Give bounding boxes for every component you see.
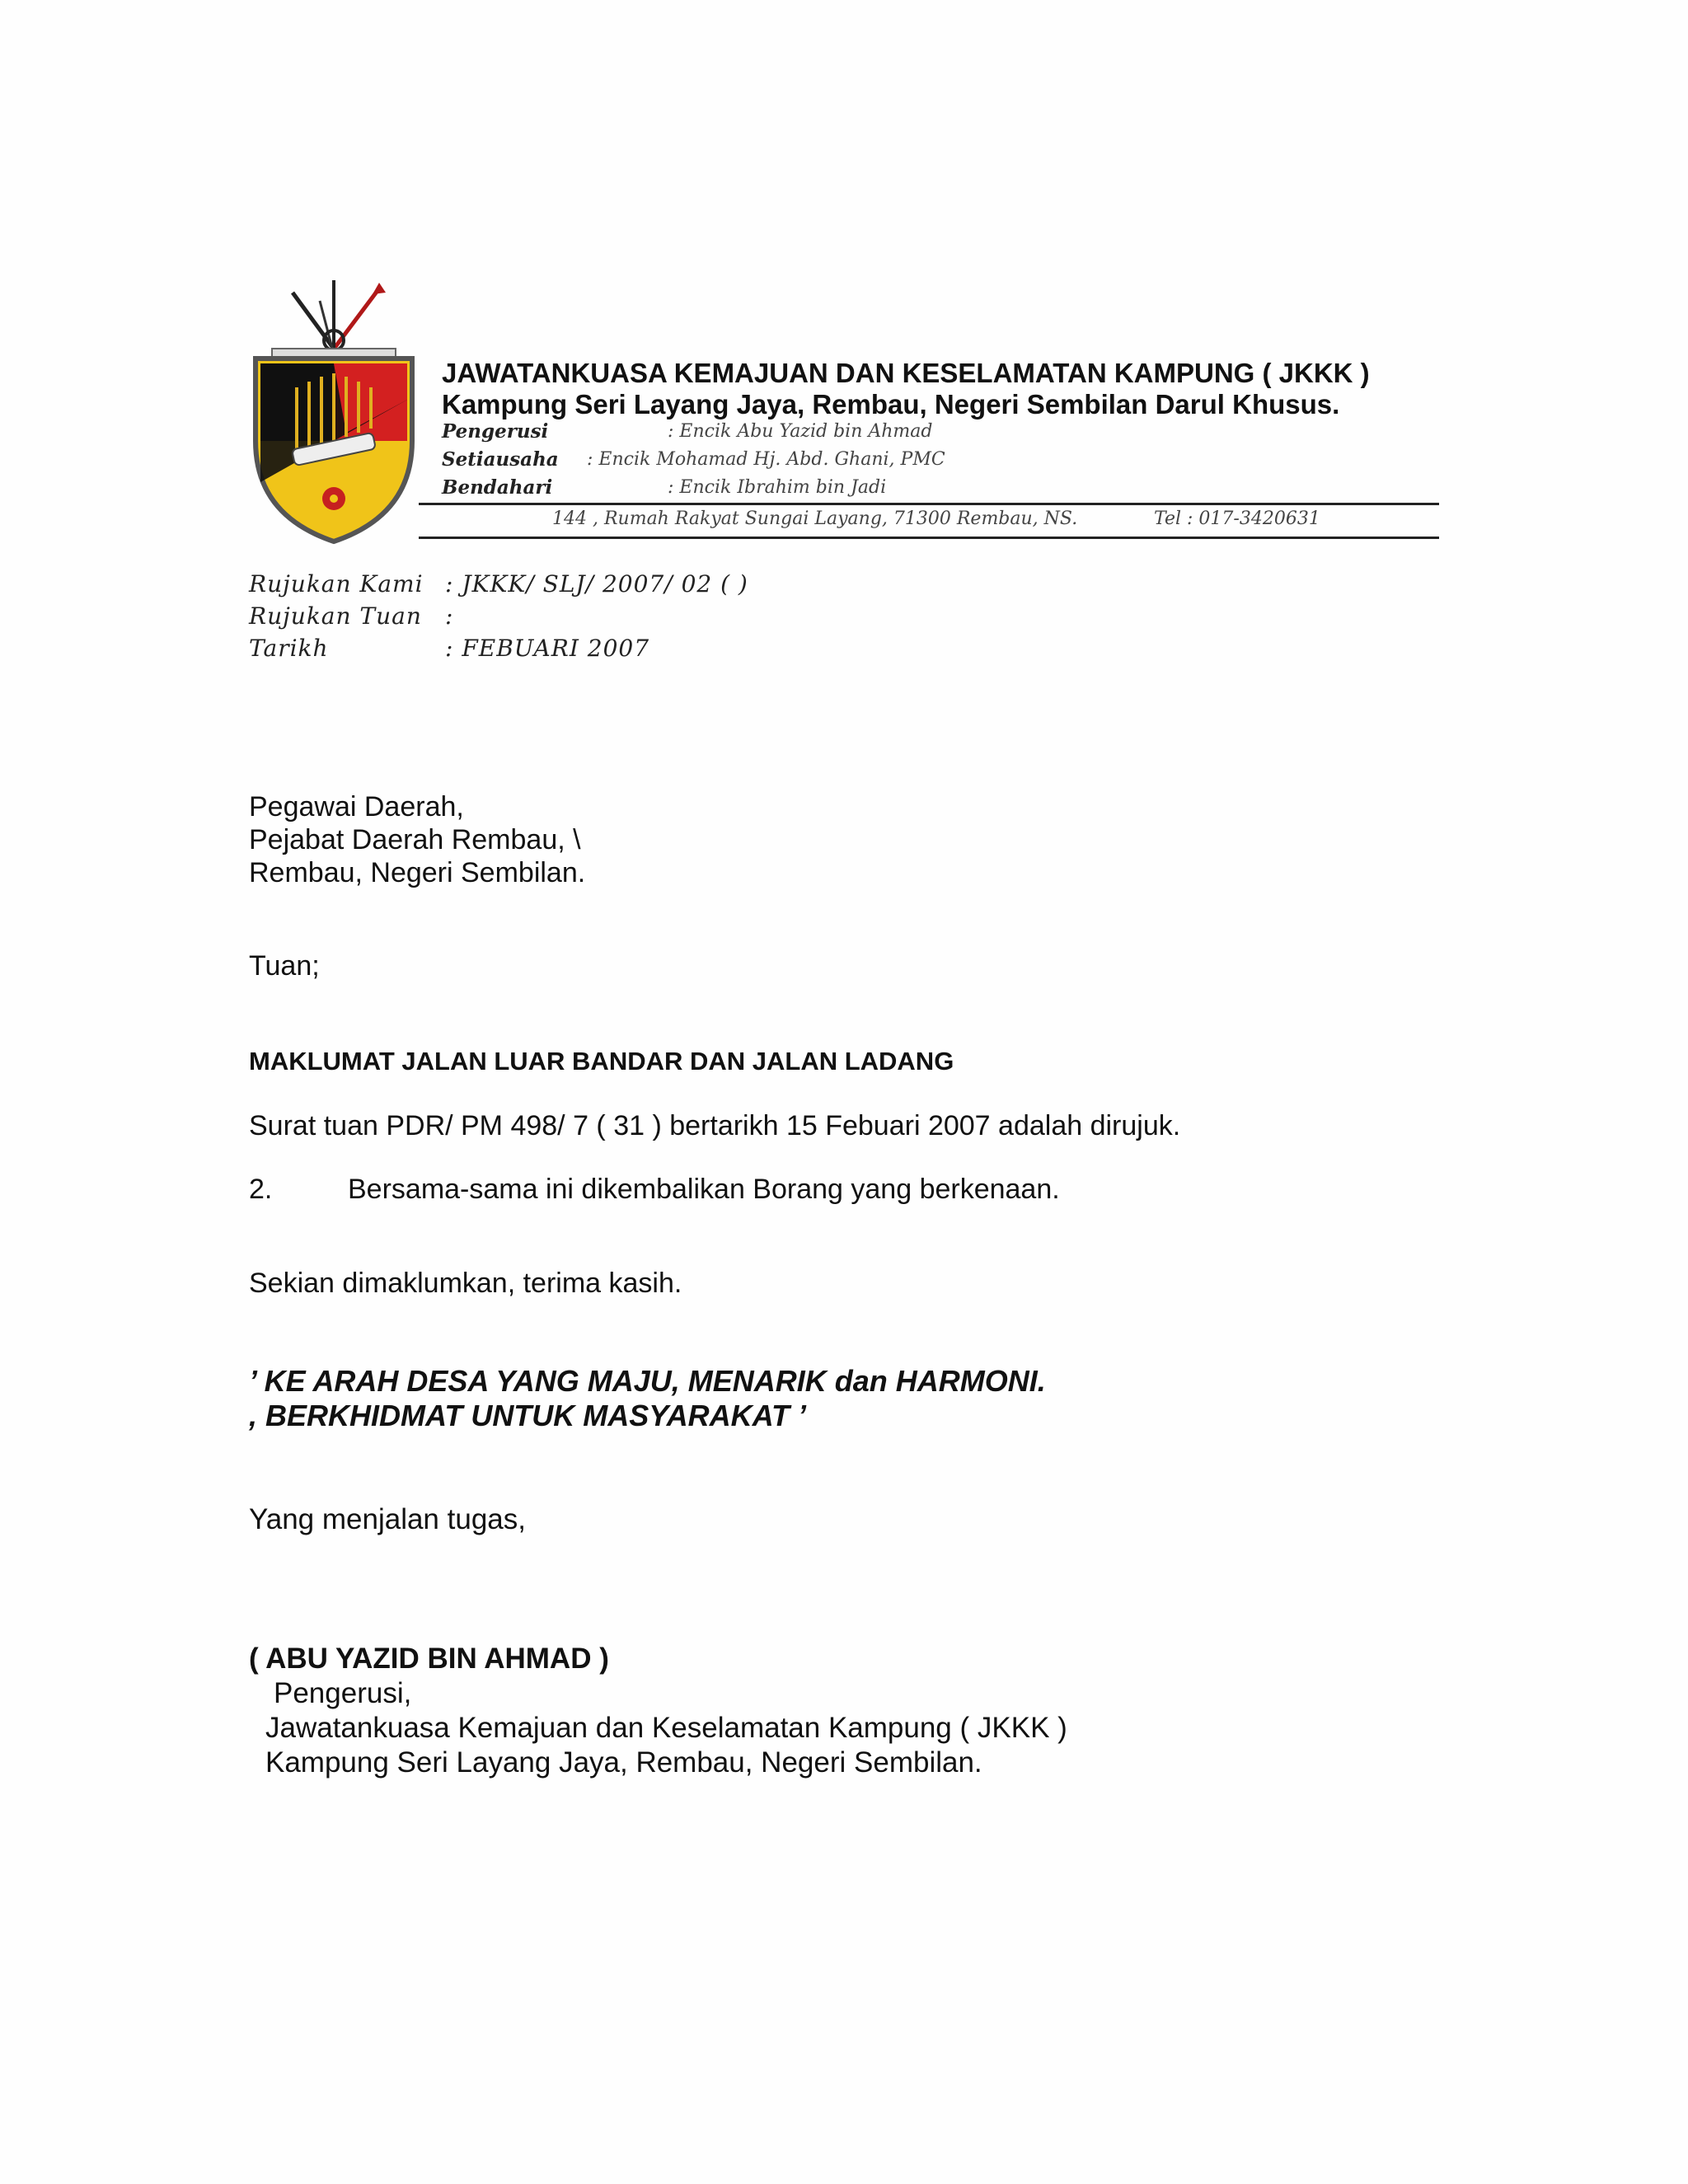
recipient-line: Pejabat Daerah Rembau, \ (249, 824, 581, 855)
letter-subject: MAKLUMAT JALAN LUAR BANDAR DAN JALAN LADANG (249, 1047, 954, 1076)
signatory-organization: Jawatankuasa Kemajuan dan Keselamatan Kampung ( JKKK ) (265, 1712, 1067, 1744)
officer-name-chairman: : Encik Abu Yazid bin Ahmad (668, 421, 933, 442)
organization-subtitle: Kampung Seri Layang Jaya, Rembau, Negeri Sembilan Darul Khusus. (442, 389, 1340, 419)
motto-line: , BERKHIDMAT UNTUK MASYARAKAT ’ (249, 1399, 806, 1432)
our-reference-label: Rujukan Kami (249, 570, 424, 598)
signatory-position: Pengerusi, (274, 1677, 412, 1709)
date-value: : FEBUARI 2007 (445, 635, 650, 662)
motto-line: ’ KE ARAH DESA YANG MAJU, MENARIK dan HARMONI. (249, 1364, 1046, 1398)
paragraph-2-text: Bersama-sama ini dikembalikan Borang yang berkenaan. (348, 1174, 1060, 1205)
signoff: Yang menjalan tugas, (249, 1503, 526, 1535)
your-reference-label: Rujukan Tuan (249, 602, 422, 630)
negeri-sembilan-crest-icon (247, 276, 420, 548)
closing-remark: Sekian dimaklumkan, terima kasih. (249, 1268, 682, 1299)
recipient-line: Rembau, Negeri Sembilan. (249, 857, 586, 888)
salutation: Tuan; (249, 950, 320, 982)
letterhead-rule-top (419, 503, 1439, 505)
our-reference-value: : JKKK/ SLJ/ 2007/ 02 ( ) (445, 570, 748, 598)
signatory-name: ( ABU YAZID BIN AHMAD ) (249, 1643, 609, 1675)
officer-name-treasurer: : Encik Ibrahim bin Jadi (668, 477, 887, 498)
paragraph-2-number: 2. (249, 1174, 273, 1205)
your-reference-value: : (445, 602, 454, 630)
date-label: Tarikh (249, 635, 329, 662)
officer-role-treasurer: Bendahari (442, 476, 553, 499)
organization-title: JAWATANKUASA KEMAJUAN DAN KESELAMATAN KAMPUNG ( JKKK ) (442, 358, 1370, 388)
recipient-line: Pegawai Daerah, (249, 791, 464, 823)
letterhead-rule-bottom (419, 537, 1439, 539)
officer-role-chairman: Pengerusi (442, 420, 549, 443)
officer-role-secretary: Setiausaha (442, 448, 559, 471)
organization-address: 144 , Rumah Rakyat Sungai Layang, 71300 Rembau, NS. (552, 509, 1078, 529)
officer-name-secretary: : Encik Mohamad Hj. Abd. Ghani, PMC (587, 449, 945, 470)
paragraph-1: Surat tuan PDR/ PM 498/ 7 ( 31 ) bertarikh 15 Febuari 2007 adalah dirujuk. (249, 1110, 1181, 1141)
signatory-place: Kampung Seri Layang Jaya, Rembau, Negeri Sembilan. (265, 1746, 982, 1779)
organization-phone: Tel : 017-3420631 (1154, 509, 1320, 529)
